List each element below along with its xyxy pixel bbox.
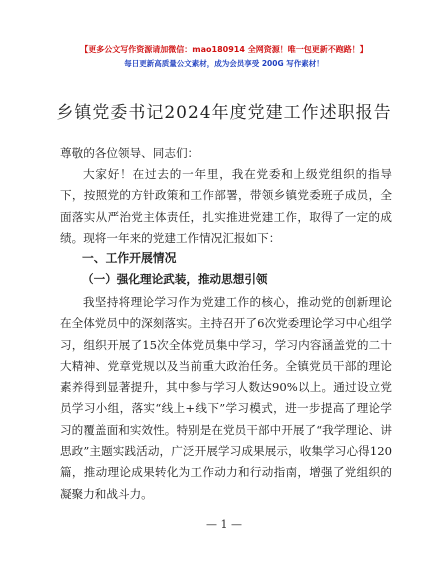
page-number: — 1 — xyxy=(206,518,242,531)
promo-banner-line1: 【更多公文写作资源请加微信：mao180914 全网资源！唯一包更新不跑路！】 xyxy=(80,45,368,54)
promo-banner-line2: 每日更新高质量公文素材，成为会员享受 200G 写作素材！ xyxy=(124,59,324,68)
salutation-text: 尊敬的各位领导、同志们： xyxy=(60,146,200,160)
section-heading: 一、工作开展情况 xyxy=(82,251,177,265)
body-paragraph xyxy=(60,292,392,505)
document-title: 乡镇党委书记2024年度党建工作述职报告 xyxy=(56,103,392,123)
intro-paragraph xyxy=(60,164,392,249)
subsection-heading: （一）强化理论武装，推动思想引领 xyxy=(82,272,268,286)
body-paragraph-text: 我坚持将理论学习作为党建工作的核心，推动党的创新理论在全体党员中的深刻落实。主持召开了6次党委理论学习中心组学习，组织开展了15次全体党员集中学习，学习内容涵盖党的二十大精神、党章党规以及当前重大政治任务。全镇党员干部的理论素养得到显著提升，其中参与学习人数达90%以上。通过设立党员学习小组，落实“线上+线下”学习模式，进一步提高了理论学习的覆盖面和实效性。特别是在党员干部中开展了“我学理论、讲思政”主题实践活动，广泛开展学习成果展示，收集学习心得120篇，推动理论成果转化为工作动力和行动指南，增强了党组织的凝聚力和战斗力。 xyxy=(60,295,393,501)
salutation xyxy=(60,143,392,164)
intro-text: 大家好！在过去的一年里，我在党委和上级党组织的指导下，按照党的方针政策和工作部署，带领乡镇党委班子成员，全面落实从严治党主体责任，扎实推进党建工作，取得了一定的成绩。现将一年来的党建工作情况汇报如下： xyxy=(60,167,392,245)
